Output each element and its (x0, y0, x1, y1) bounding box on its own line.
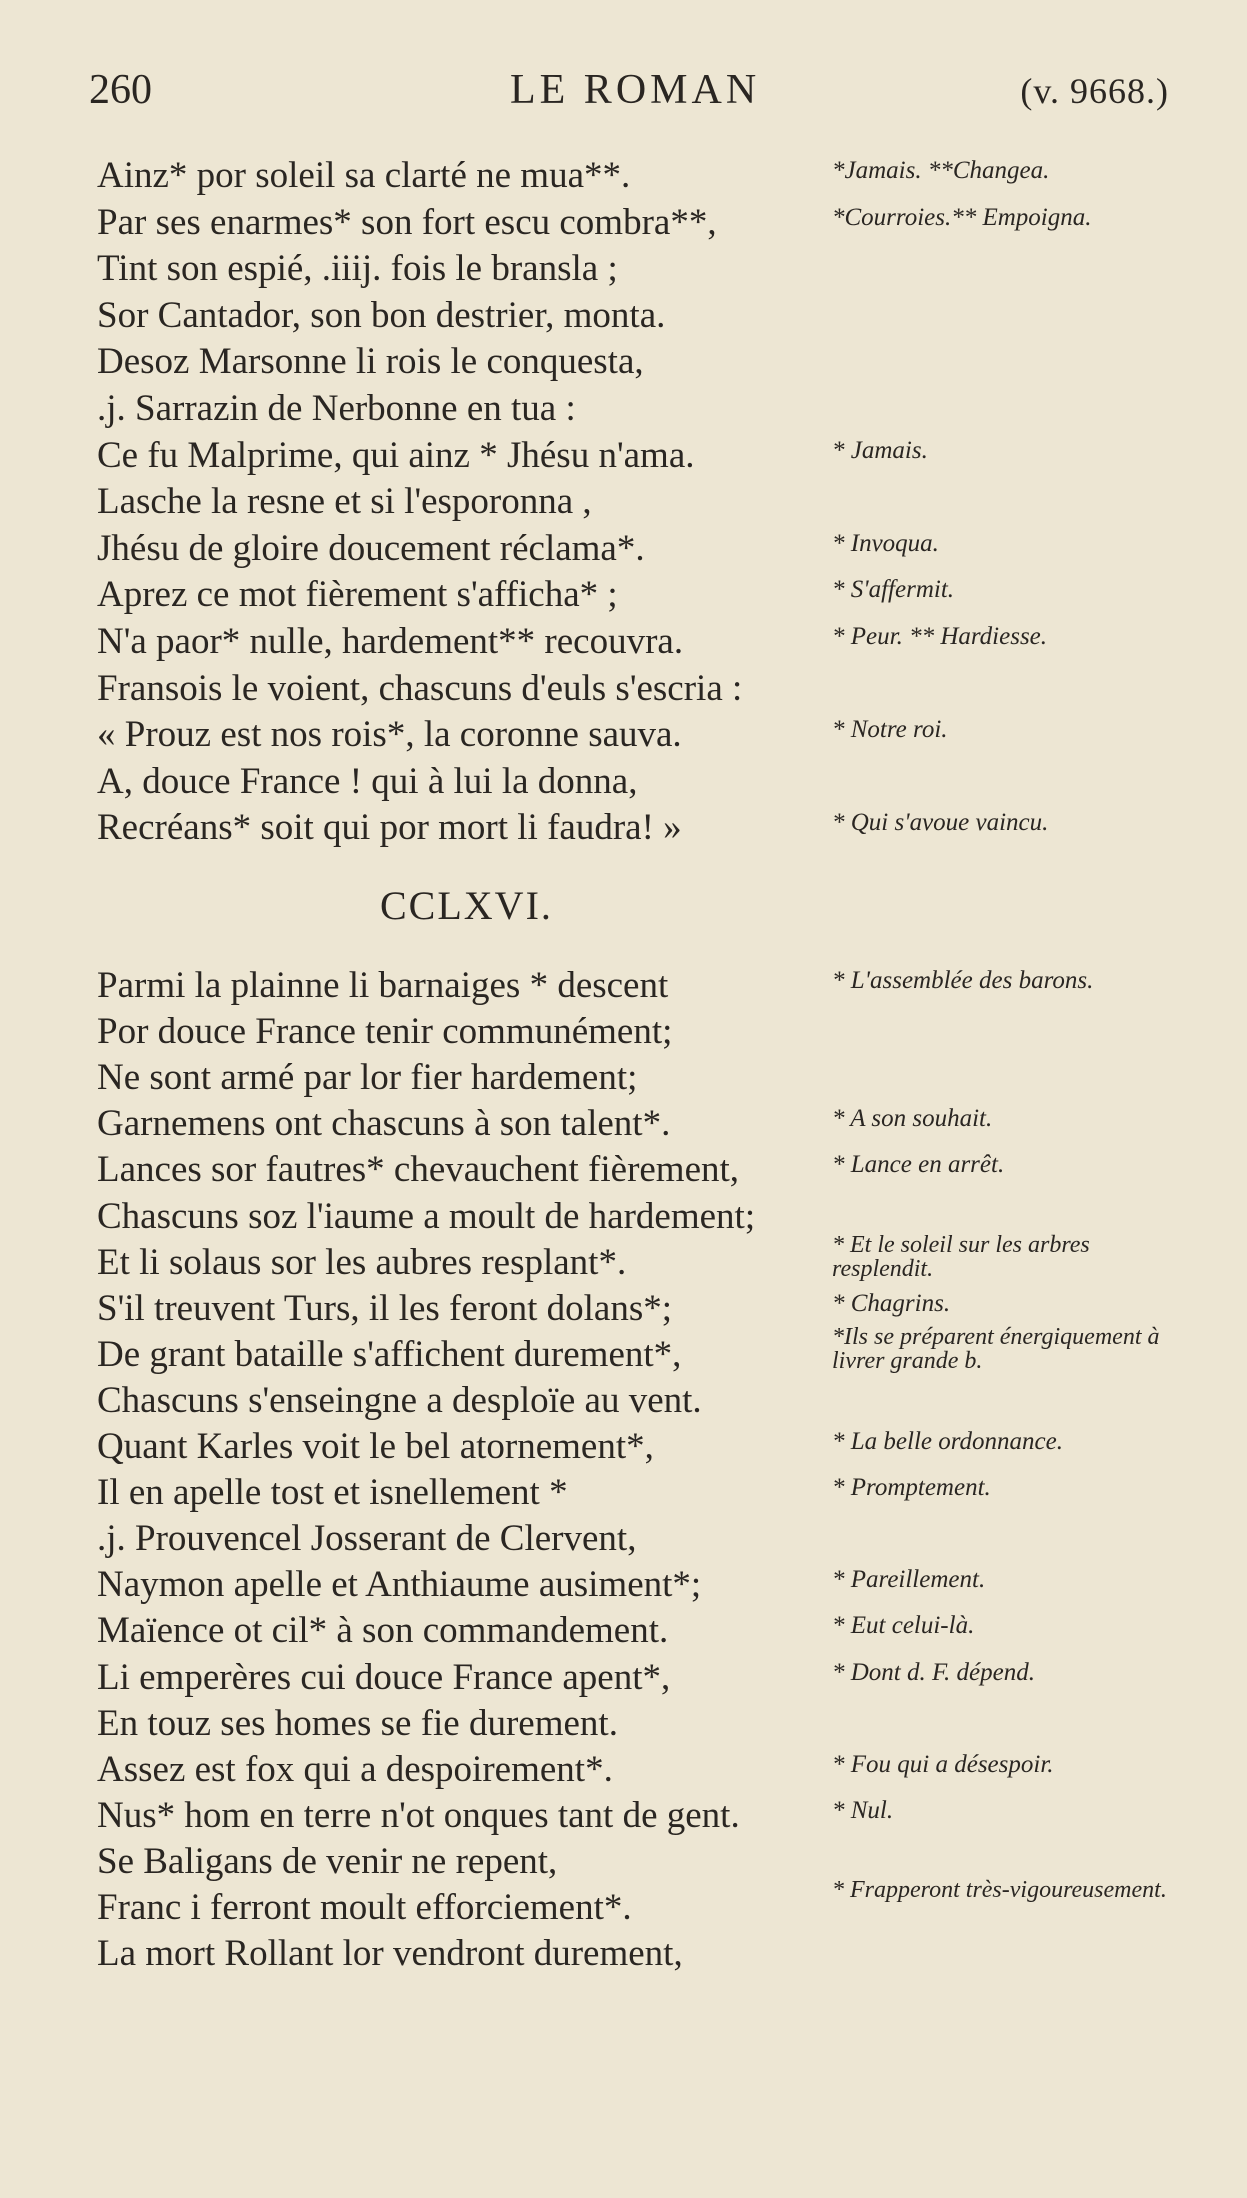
verse-text: Se Baligans de venir ne repent, (97, 1840, 558, 1882)
page-number: 260 (89, 67, 152, 113)
gloss-note: * Notre roi. (832, 716, 948, 744)
verse-text: En touz ses homes se fie durement. (97, 1702, 618, 1744)
verse-line (97, 1561, 1197, 1609)
verse-line (97, 292, 1197, 340)
verse-text: Naymon apelle et Anthiaume ausiment*; (97, 1564, 702, 1606)
verse-line (97, 1377, 1197, 1425)
verse-text: Franc i ferront moult efforciement*. (97, 1887, 632, 1928)
verse-line (97, 1231, 1197, 1287)
verse-line (97, 1423, 1197, 1471)
gloss-note: * S'affermit. (832, 576, 955, 604)
verse-text: Por douce France tenir communément; (97, 1011, 673, 1053)
verse-line (97, 1877, 1197, 1932)
verse-text: .j. Prouvencel Josserant de Clervent, (97, 1518, 637, 1560)
verse-reference: (v. 9668.) (1020, 71, 1169, 111)
verse-text: Desoz Marsonne li rois le conquesta, (97, 341, 644, 383)
verse-text: Par ses enarmes* son fort escu combra**, (97, 201, 717, 243)
gloss-note: * Promptement. (832, 1474, 991, 1502)
verse-line (97, 385, 1197, 433)
verse-text: Tint son espié, .iiij. fois le bransla ; (97, 248, 618, 290)
verse-line (97, 1792, 1197, 1840)
verse-text: Chascuns soz l'iaume a moult de hardement; (97, 1195, 756, 1237)
verse-line (97, 1654, 1197, 1702)
verse-text: S'il treuvent Turs, il les feront dolans*; (97, 1287, 673, 1329)
verse-text: Lasche la resne et si l'esporonna , (97, 481, 592, 523)
gloss-note: *Ils se préparent énergiquement à livrer grande b. (832, 1323, 1160, 1374)
gloss-note: * Eut celui-là. (832, 1612, 975, 1640)
verse-text: Fransois le voient, chascuns d'euls s'escria : (97, 667, 743, 709)
verse-text: Lances sor fautres* chevauchent fièrement, (97, 1149, 740, 1191)
verse-line (97, 338, 1197, 386)
verse-text: Aprez ce mot fièrement s'afficha* ; (97, 574, 618, 616)
verse-line (97, 152, 1197, 200)
verse-text: Sor Cantador, son bon destrier, monta. (97, 294, 666, 336)
gloss-note: * Dont d. F. dépend. (832, 1658, 1035, 1686)
verse-text: La mort Rollant lor vendront durement, (97, 1933, 683, 1975)
verse-line (97, 199, 1197, 247)
page-header (89, 66, 1169, 126)
gloss-note: * Et le soleil sur les arbres resplendit. (832, 1231, 1090, 1282)
verse-text: Ce fu Malprime, qui ainz * Jhésu n'ama. (97, 434, 695, 476)
gloss-note: * Chagrins. (832, 1289, 951, 1317)
gloss-note: * La belle ordonnance. (832, 1428, 1063, 1455)
verse-line (97, 1323, 1197, 1379)
gloss-note: * Invoqua. (832, 529, 939, 557)
gloss-note: * Lance en arrêt. (832, 1151, 1005, 1179)
verse-text: Ainz* por soleil sa clarté ne mua**. (97, 155, 631, 196)
verse-line (97, 432, 1197, 480)
verse-text: Recréans* soit qui por mort li faudra! » (97, 807, 682, 849)
verse-line (97, 1469, 1197, 1517)
verse-text: Parmi la plainne li barnaiges * descent (97, 965, 669, 1006)
verse-line (97, 1008, 1197, 1056)
gloss-note: * A son souhait. (832, 1105, 993, 1133)
verse-line (97, 571, 1197, 619)
gloss-note: * L'assemblée des barons. (832, 967, 1094, 994)
verse-text: Maïence ot cil* à son commandement. (97, 1610, 669, 1652)
verse-text: Et li solaus sor les aubres resplant*. (97, 1241, 627, 1283)
verse-line (97, 665, 1197, 713)
gloss-note: *Courroies.** Empoigna. (832, 203, 1092, 231)
verse-line (97, 962, 1197, 1010)
gloss-note: * Peur. ** Hardiesse. (832, 623, 1048, 650)
verse-text: Ne sont armé par lor fier hardement; (97, 1057, 638, 1099)
verse-line (97, 804, 1197, 852)
gloss-note: * Fou qui a désespoir. (832, 1750, 1054, 1778)
verse-text: N'a paor* nulle, hardement** recouvra. (97, 621, 684, 662)
verse-line (97, 1700, 1197, 1748)
verse-line (97, 618, 1197, 666)
verse-text: A, douce France ! qui à lui la donna, (97, 760, 638, 802)
verse-text: « Prouz est nos rois*, la coronne sauva. (97, 714, 682, 756)
verse-text: Assez est fox qui a despoirement*. (97, 1748, 613, 1790)
gloss-note: * Qui s'avoue vaincu. (832, 809, 1049, 837)
verse-text: Jhésu de gloire doucement réclama*. (97, 527, 645, 569)
verse-line (97, 525, 1197, 573)
verse-line (97, 758, 1197, 806)
verse-line (97, 245, 1197, 293)
verse-text: .j. Sarrazin de Nerbonne en tua : (97, 388, 576, 429)
verse-line (97, 711, 1197, 759)
gloss-note: * Pareillement. (832, 1566, 986, 1594)
gloss-note: * Jamais. (832, 436, 928, 464)
verse-text: Nus* hom en terre n'ot onques tant de gent. (97, 1794, 740, 1836)
verse-line (97, 1746, 1197, 1794)
verse-text: Chascuns s'enseingne a desploïe au vent. (97, 1379, 702, 1421)
verse-line (97, 1054, 1197, 1102)
running-title: LE ROMAN (510, 67, 761, 113)
gloss-note: * Frapperont très-vigoureusement. (832, 1877, 1167, 1903)
verse-text: Li emperères cui douce France apent*, (97, 1656, 671, 1698)
verse-line (97, 1930, 1197, 1978)
verse-text: Il en apelle tost et isnellement * (97, 1472, 568, 1514)
verse-line (97, 1146, 1197, 1194)
gloss-note: * Nul. (832, 1796, 894, 1824)
gloss-note: *Jamais. **Changea. (832, 157, 1050, 184)
section-heading: CCLXVI. (380, 883, 553, 928)
verse-text: Quant Karles voit le bel atornement*, (97, 1426, 654, 1467)
verse-line (97, 1607, 1197, 1655)
verse-line (97, 1100, 1197, 1148)
verse-text: De grant bataille s'affichent durement*, (97, 1333, 682, 1375)
verse-line (97, 1515, 1197, 1563)
verse-text: Garnemens ont chascuns à son talent*. (97, 1103, 671, 1145)
verse-line (97, 478, 1197, 526)
